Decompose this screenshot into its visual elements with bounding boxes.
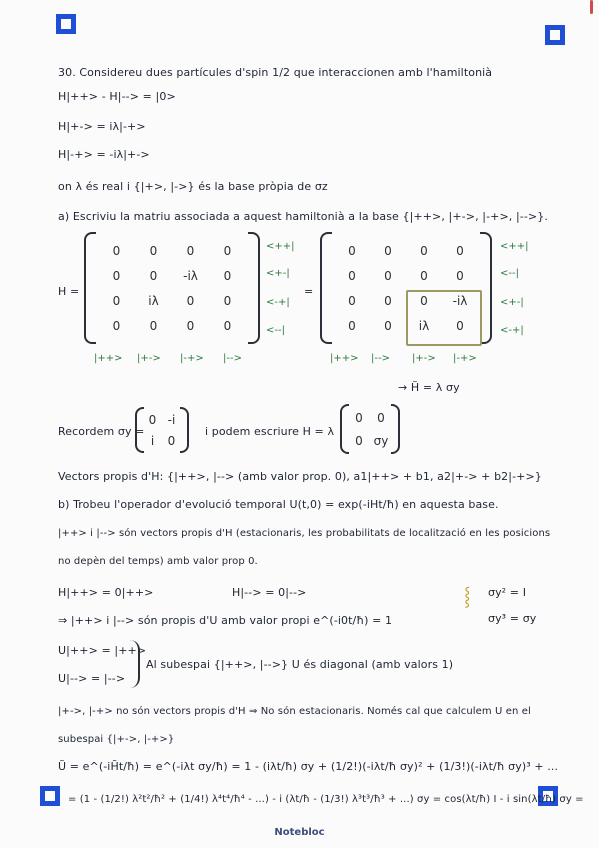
m1-r1-c1: 0 bbox=[149, 268, 158, 283]
highlight-squiggle: ⸾ bbox=[464, 586, 471, 607]
m2-r3-c1: 0 bbox=[384, 318, 392, 333]
matrix-left-bracket-left bbox=[84, 232, 96, 344]
recordem-label: Recordem σy = bbox=[58, 425, 145, 438]
m1-r2-c2: 0 bbox=[186, 293, 195, 308]
m1-r2-c0: 0 bbox=[112, 293, 121, 308]
sigma-y-grid bbox=[143, 409, 181, 451]
m2-row-label-3: <-+| bbox=[500, 325, 524, 336]
m1-row-label-2: <-+| bbox=[266, 297, 290, 308]
m2-col-label-2: |+-> bbox=[412, 353, 436, 364]
m2-r0-c1: 0 bbox=[384, 243, 392, 258]
m1-col-label-1: |+-> bbox=[137, 353, 161, 364]
m1-row-label-3: <--| bbox=[266, 325, 285, 336]
m2-r2-c1: 0 bbox=[384, 293, 392, 308]
equation-1: H|++> - H|--> = |0> bbox=[58, 90, 176, 103]
m2-col-label-1: |--> bbox=[371, 353, 390, 364]
m1-r3-c1: 0 bbox=[149, 318, 158, 333]
m2-r1-c2: 0 bbox=[420, 268, 428, 283]
part-a-question: a) Escriviu la matriu associada a aquest hamiltonià a la base {|++>, |+->, |-+>, |-->}. bbox=[58, 210, 548, 223]
m1-col-label-0: |++> bbox=[94, 353, 123, 364]
m1-r2-c3: 0 bbox=[223, 293, 232, 308]
m2-r2-c2: 0 bbox=[420, 293, 428, 308]
m2-col-label-3: |-+> bbox=[453, 353, 477, 364]
u-tilde-final: = (1 - (1/2!) λ²t²/ħ² + (1/4!) λ⁴t⁴/ħ⁴ - ...) - i (λt/ħ - (1/3!) λ³t³/ħ³ + ...) σy = cos(λt/ħ) I - i sin(λt/ħ) σy = bbox=[68, 794, 584, 805]
matrix-left-bracket-right bbox=[248, 232, 260, 344]
m1-r3-c3: 0 bbox=[223, 318, 232, 333]
h-zero-equation-2: H|--> = 0|--> bbox=[232, 586, 307, 599]
h-lambda-bracket-right bbox=[391, 404, 400, 454]
m2-r1-c0: 0 bbox=[348, 268, 356, 283]
stationary-line-1: |++> i |--> són vectors propis d'H (estacionaris, les probabilitats de localització en les posicions bbox=[58, 528, 551, 539]
corner-marker-top-right bbox=[545, 25, 565, 45]
corner-marker-top-left bbox=[56, 14, 76, 34]
corner-marker-bottom-left bbox=[40, 786, 60, 806]
u-brace bbox=[128, 640, 140, 688]
problem-statement: 30. Considereu dues partícules d'spin 1/2 que interaccionen amb l'hamiltonià bbox=[58, 66, 493, 79]
sigma-y-r0-c1: -i bbox=[167, 412, 176, 427]
m2-r0-c2: 0 bbox=[420, 243, 428, 258]
subspace-line: subespai {|+->, |-+>} bbox=[58, 734, 175, 745]
u-equation-1: U|++> = |++> bbox=[58, 644, 147, 657]
m1-r0-c3: 0 bbox=[223, 243, 232, 258]
m1-row-label-0: <++| bbox=[266, 241, 295, 252]
u-subspace-comment: Al subespai {|++>, |-->} U és diagonal (amb valors 1) bbox=[146, 658, 454, 671]
m2-r1-c1: 0 bbox=[384, 268, 392, 283]
submatrix-highlight-box bbox=[406, 290, 482, 346]
m2-r2-c0: 0 bbox=[348, 293, 356, 308]
h-lambda-r1-c0: 0 bbox=[355, 433, 363, 448]
page-edge-mark bbox=[590, 0, 593, 14]
m2-r0-c0: 0 bbox=[348, 243, 356, 258]
m2-row-label-1: <--| bbox=[500, 268, 519, 279]
eigenvectors-line: Vectors propis d'H: {|++>, |--> (amb valor prop. 0), a1|++> + b1, a2|+-> + b2|-+>} bbox=[58, 470, 542, 483]
m1-r3-c2: 0 bbox=[186, 318, 195, 333]
h-lambda-r1-c1: σy bbox=[373, 433, 389, 448]
m2-r0-c3: 0 bbox=[456, 243, 464, 258]
m1-r1-c3: 0 bbox=[223, 268, 232, 283]
basis-note: on λ és real i {|+>, |->} és la base pròpia de σz bbox=[58, 180, 328, 193]
h-lambda-r0-c0: 0 bbox=[355, 410, 363, 425]
h-tilde-result: → H̃ = λ σy bbox=[398, 381, 460, 394]
equation-2: H|+-> = iλ|-+> bbox=[58, 120, 146, 133]
h-zero-equation-1: H|++> = 0|++> bbox=[58, 586, 154, 599]
matrix-right-bracket-left bbox=[320, 232, 332, 344]
footer-brand: Notebloc bbox=[274, 827, 325, 838]
not-eigenvectors-line: |+->, |-+> no són vectors propis d'H ⇒ No són estacionaris. Només cal que calculem U en el bbox=[58, 706, 531, 717]
sigma-y-squared: σy² = I bbox=[488, 586, 527, 599]
m1-r0-c2: 0 bbox=[186, 243, 195, 258]
m1-r3-c0: 0 bbox=[112, 318, 121, 333]
u-eigen-statement: ⇒ |++> i |--> són propis d'U amb valor propi e^(-i0t/ħ) = 1 bbox=[58, 614, 393, 627]
h-lambda-r0-c1: 0 bbox=[377, 410, 385, 425]
m1-r1-c0: 0 bbox=[112, 268, 121, 283]
m2-r1-c3: 0 bbox=[456, 268, 464, 283]
sigma-y-cubed: σy³ = σy bbox=[488, 612, 537, 625]
m1-row-label-1: <+-| bbox=[266, 268, 290, 279]
u-equation-2: U|--> = |--> bbox=[58, 672, 126, 685]
m1-col-label-3: |--> bbox=[223, 353, 242, 364]
sigma-y-r1-c0: i bbox=[150, 433, 155, 448]
stationary-line-2: no depèn del temps) amb valor prop 0. bbox=[58, 556, 258, 567]
m1-r1-c2: -iλ bbox=[183, 268, 198, 283]
h-lambda-grid bbox=[348, 406, 392, 452]
sigma-y-r0-c0: 0 bbox=[148, 412, 157, 427]
recordem-tail: i podem escriure H = λ bbox=[205, 425, 335, 438]
m1-r0-c1: 0 bbox=[149, 243, 158, 258]
m2-r2-c3: -iλ bbox=[452, 293, 468, 308]
matrix-left-grid bbox=[98, 238, 246, 338]
part-b-question: b) Trobeu l'operador d'evolució temporal U(t,0) = exp(-iHt/ħ) en aquesta base. bbox=[58, 498, 499, 511]
m2-r3-c3: 0 bbox=[456, 318, 464, 333]
h-equals-label: H = bbox=[58, 285, 80, 298]
matrix-left bbox=[84, 232, 260, 344]
h-lambda-matrix bbox=[340, 404, 400, 454]
sigma-y-bracket-right bbox=[180, 407, 189, 453]
m2-col-label-0: |++> bbox=[330, 353, 359, 364]
m1-r2-c1: iλ bbox=[148, 293, 159, 308]
matrix-equals-sign: = bbox=[304, 285, 314, 298]
m1-r0-c0: 0 bbox=[112, 243, 121, 258]
m2-r3-c0: 0 bbox=[348, 318, 356, 333]
m2-r3-c2: iλ bbox=[418, 318, 430, 333]
m2-row-label-2: <+-| bbox=[500, 297, 524, 308]
m2-row-label-0: <++| bbox=[500, 241, 529, 252]
sigma-y-r1-c1: 0 bbox=[167, 433, 176, 448]
equation-3: H|-+> = -iλ|+-> bbox=[58, 148, 150, 161]
matrix-right bbox=[320, 232, 492, 344]
sigma-y-matrix bbox=[135, 407, 189, 453]
m1-col-label-2: |-+> bbox=[180, 353, 204, 364]
u-tilde-expansion: Ũ = e^(-iH̃t/ħ) = e^(-iλt σy/ħ) = 1 - (iλt/ħ) σy + (1/2!)(-iλt/ħ σy)² + (1/3!)(-iλt/ħ σy)³ + ... bbox=[58, 760, 559, 773]
